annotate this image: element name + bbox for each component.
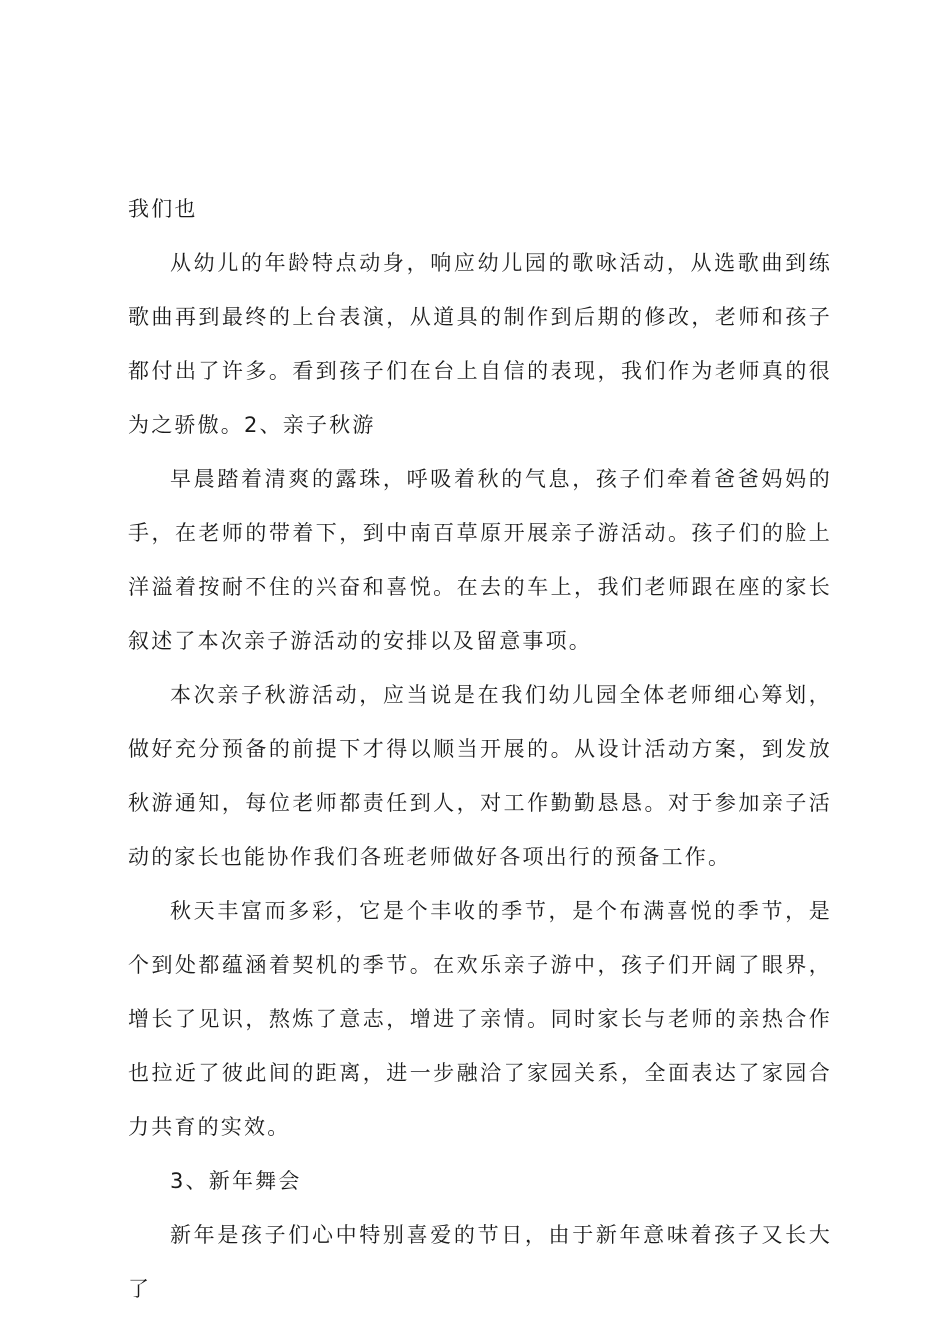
document-body <box>128 182 832 1316</box>
paragraph-0: 我们也 <box>128 197 198 221</box>
paragraph-5: 3、新年舞会 <box>170 1169 302 1193</box>
paragraph-6: 新年是孩子们心中特别喜爱的节日，由于新年意味着孩子又长大了 <box>128 1223 832 1301</box>
paragraph-2: 早晨踏着清爽的露珠，呼吸着秋的气息，孩子们牵着爸爸妈妈的手，在老师的带着下，到中南百草原开展亲子游活动。孩子们的脸上洋溢着按耐不住的兴奋和喜悦。在去的车上，我们老师跟在座的家长叙述了本次亲子游活动的安排以及留意事项。 <box>128 467 832 653</box>
paragraph-1: 从幼儿的年龄特点动身，响应幼儿园的歌咏活动，从选歌曲到练歌曲再到最终的上台表演，从道具的制作到后期的修改，老师和孩子都付出了许多。看到孩子们在台上自信的表现，我们作为老师真的很为之骄傲。2、亲子秋游 <box>128 251 832 437</box>
paragraph-3: 本次亲子秋游活动，应当说是在我们幼儿园全体老师细心筹划，做好充分预备的前提下才得以顺当开展的。从设计活动方案，到发放秋游通知，每位老师都责任到人，对工作勤勤恳恳。对于参加亲子活动的家长也能协作我们各班老师做好各项出行的预备工作。 <box>128 683 832 869</box>
paragraph-4: 秋天丰富而多彩，它是个丰收的季节，是个布满喜悦的季节，是个到处都蕴涵着契机的季节。在欢乐亲子游中，孩子们开阔了眼界，增长了见识，熬炼了意志，增进了亲情。同时家长与老师的亲热合作也拉近了彼此间的距离，进一步融洽了家园关系，全面表达了家园合力共育的实效。 <box>128 899 832 1139</box>
